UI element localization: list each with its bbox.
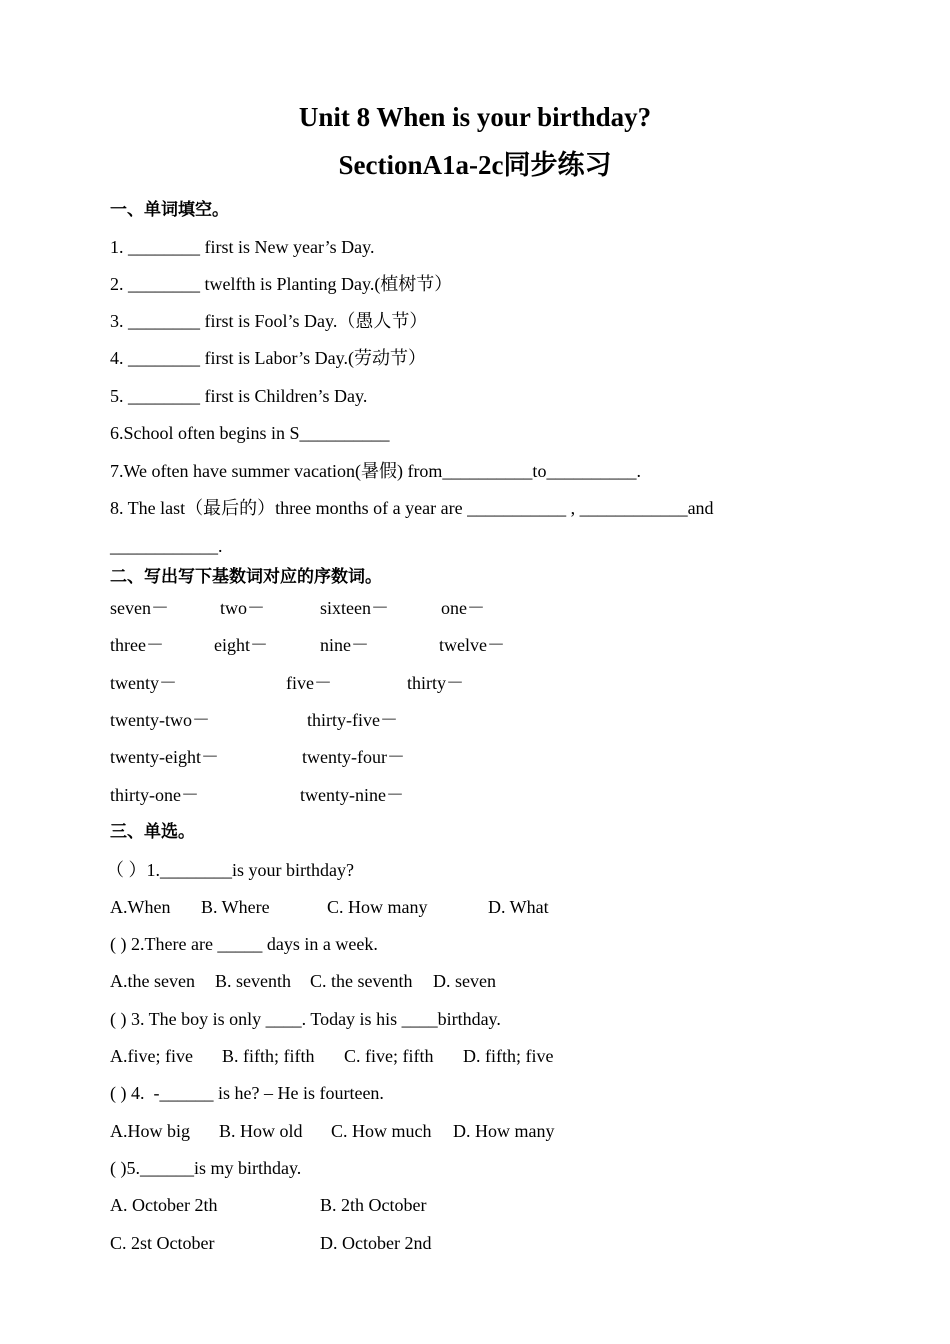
mc-option: A.five; five <box>110 1046 193 1066</box>
part1-question-6: 6.School often begins in S__________ <box>110 423 390 443</box>
ordinal-item: thirty－ <box>407 673 464 693</box>
part1-question-3: 3. ________ first is Fool’s Day.（愚人节） <box>110 311 428 331</box>
ordinal-item: twenty－ <box>110 673 177 693</box>
mc-question-4: ( ) 4. -______ is he? – He is fourteen. <box>110 1083 384 1103</box>
ordinal-item: twenty-eight－ <box>110 747 219 767</box>
document-title: Unit 8 When is your birthday? <box>298 102 652 132</box>
ordinal-item: sixteen－ <box>320 598 389 618</box>
mc-option: C. the seventh <box>310 971 413 991</box>
mc-option: A. October 2th <box>110 1195 218 1215</box>
mc-option: A.How big <box>110 1121 190 1141</box>
mc-option: D. What <box>488 897 549 917</box>
mc-option: C. How much <box>331 1121 432 1141</box>
ordinal-item: five－ <box>286 673 332 693</box>
mc-option: B. Where <box>201 897 270 917</box>
ordinal-item: three－ <box>110 635 164 655</box>
mc-question-3: ( ) 3. The boy is only ____. Today is his ____birthday. <box>110 1009 501 1029</box>
mc-option: D. How many <box>453 1121 555 1141</box>
mc-option: B. fifth; fifth <box>222 1046 315 1066</box>
part1-question-7: 7.We often have summer vacation(暑假) from__________to__________. <box>110 461 641 481</box>
mc-option: B. How old <box>219 1121 303 1141</box>
mc-question-2: ( ) 2.There are _____ days in a week. <box>110 934 378 954</box>
mc-question-1: （ ）1.________is your birthday? <box>106 860 354 880</box>
ordinal-item: nine－ <box>320 635 369 655</box>
part1-question-1: 1. ________ first is New year’s Day. <box>110 237 375 257</box>
part1-heading: 一、单词填空。 <box>110 200 229 219</box>
mc-question-5: ( )5.______is my birthday. <box>110 1158 302 1178</box>
part1-question-8-continued: ____________. <box>110 536 223 556</box>
part1-question-8: 8. The last（最后的）three months of a year are ___________ , ____________and <box>110 498 714 518</box>
part3-heading: 三、单选。 <box>110 822 195 841</box>
ordinal-item: twelve－ <box>439 635 505 655</box>
ordinal-item: two－ <box>220 598 265 618</box>
ordinal-item: thirty-five－ <box>307 710 398 730</box>
mc-option: D. seven <box>433 971 496 991</box>
mc-option: C. 2st October <box>110 1233 215 1253</box>
mc-option: A.the seven <box>110 971 195 991</box>
document-subtitle: SectionA1a-2c同步练习 <box>338 150 612 180</box>
ordinal-item: seven－ <box>110 598 169 618</box>
part2-heading: 二、写出写下基数词对应的序数词。 <box>110 567 382 586</box>
ordinal-item: twenty-nine－ <box>300 785 404 805</box>
ordinal-item: eight－ <box>214 635 268 655</box>
part1-question-5: 5. ________ first is Children’s Day. <box>110 386 368 406</box>
ordinal-item: thirty-one－ <box>110 785 199 805</box>
mc-option: B. seventh <box>215 971 291 991</box>
ordinal-item: twenty-two－ <box>110 710 210 730</box>
ordinal-item: one－ <box>441 598 485 618</box>
part1-question-2: 2. ________ twelfth is Planting Day.(植树节） <box>110 274 453 294</box>
mc-option: D. fifth; five <box>463 1046 554 1066</box>
mc-option: C. How many <box>327 897 428 917</box>
mc-option: D. October 2nd <box>320 1233 432 1253</box>
mc-option: B. 2th October <box>320 1195 427 1215</box>
part1-question-4: 4. ________ first is Labor’s Day.(劳动节） <box>110 348 426 368</box>
mc-option: C. five; fifth <box>344 1046 434 1066</box>
ordinal-item: twenty-four－ <box>302 747 405 767</box>
mc-option: A.When <box>110 897 171 917</box>
